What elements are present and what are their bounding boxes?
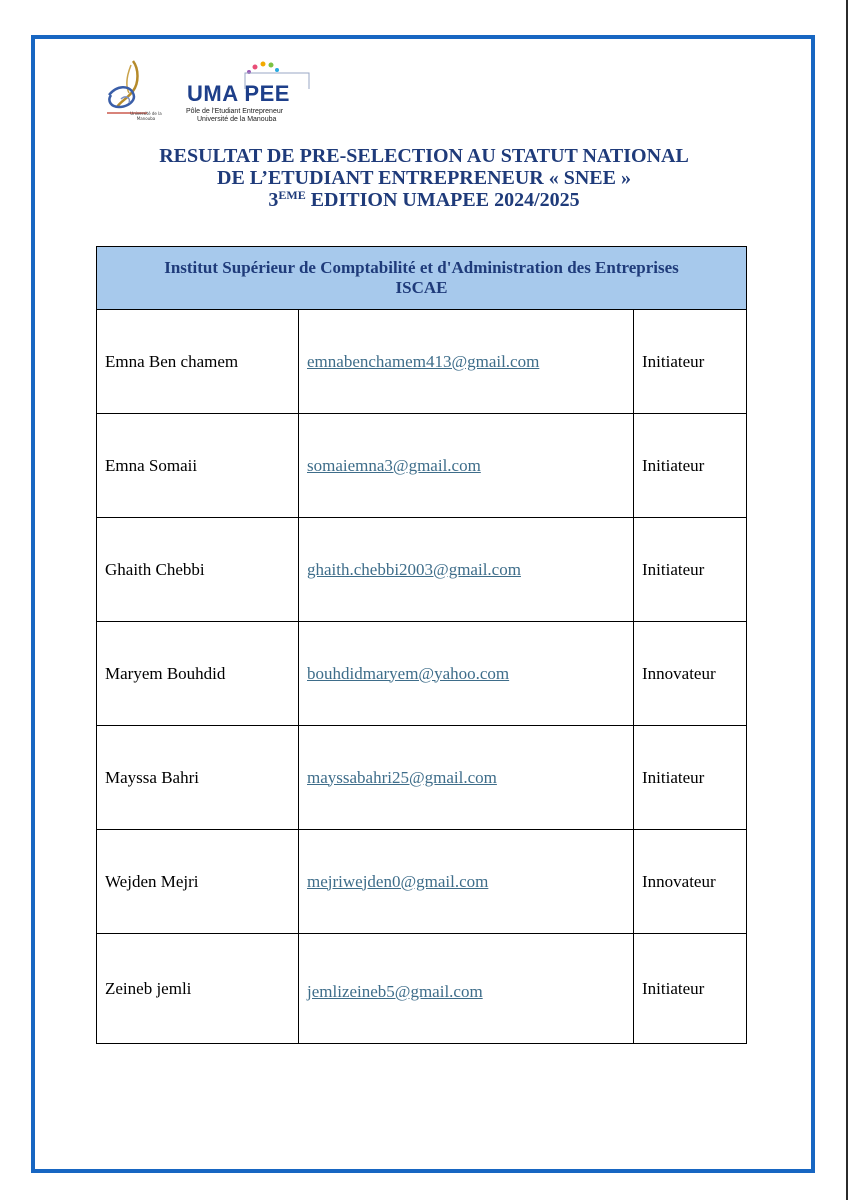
email-link[interactable]: jemlizeineb5@gmail.com [307,981,483,1001]
table-row [97,518,747,622]
status-cell: Initiateur [634,726,747,830]
edition-text: EDITION UMAPEE 2024/2025 [305,189,580,211]
status-cell: Initiateur [634,414,747,518]
status-cell: Initiateur [634,310,747,414]
university-logo [103,55,163,135]
table-row [97,414,747,518]
logo-bar [103,55,333,137]
status-cell: Initiateur [634,934,747,1044]
institution-acronym: ISCAE [395,278,448,297]
umapee-logo [183,59,313,123]
institution-name: Institut Supérieur de Comptabilité et d'Administration des Entreprises [164,258,679,277]
table-row [97,934,747,1044]
student-name: Mayssa Bahri [97,726,299,830]
email-link[interactable]: emnabenchamem413@gmail.com [307,351,540,371]
umapee-subtitle: Pôle de l'Etudiant Entrepreneur [186,108,284,115]
umapee-university: Université de la Manouba [197,116,277,123]
email-link[interactable]: mejriwejden0@gmail.com [307,871,489,891]
status-cell: Innovateur [634,830,747,934]
email-link[interactable]: bouhdidmaryem@yahoo.com [307,663,510,683]
table-row [97,726,747,830]
status-cell: Innovateur [634,622,747,726]
title-line-1: RESULTAT DE PRE-SELECTION AU STATUT NATIONAL [159,145,689,167]
student-name: Zeineb jemli [97,934,299,1044]
email-link[interactable]: mayssabahri25@gmail.com [307,767,497,787]
title-line-3 [60,189,788,211]
student-name: Wejden Mejri [97,830,299,934]
student-name: Ghaith Chebbi [97,518,299,622]
email-link[interactable]: somaiemna3@gmail.com [307,455,481,475]
institution-header [97,247,747,310]
university-caption: Université de la Manouba [130,111,162,121]
umapee-wordmark: UMA PEE [187,81,290,106]
email-link[interactable]: ghaith.chebbi2003@gmail.com [307,559,521,579]
table-row [97,830,747,934]
table-row [97,310,747,414]
status-cell: Initiateur [634,518,747,622]
results-table [96,246,747,1044]
document-title [60,145,788,211]
edition-number: 3 [268,189,279,211]
student-name: Emna Ben chamem [97,310,299,414]
table-row [97,622,747,726]
edition-suffix: EME [278,188,306,202]
student-name: Emna Somaii [97,414,299,518]
title-line-2: DE L’ETUDIANT ENTREPRENEUR « SNEE » [217,167,631,189]
student-name: Maryem Bouhdid [97,622,299,726]
